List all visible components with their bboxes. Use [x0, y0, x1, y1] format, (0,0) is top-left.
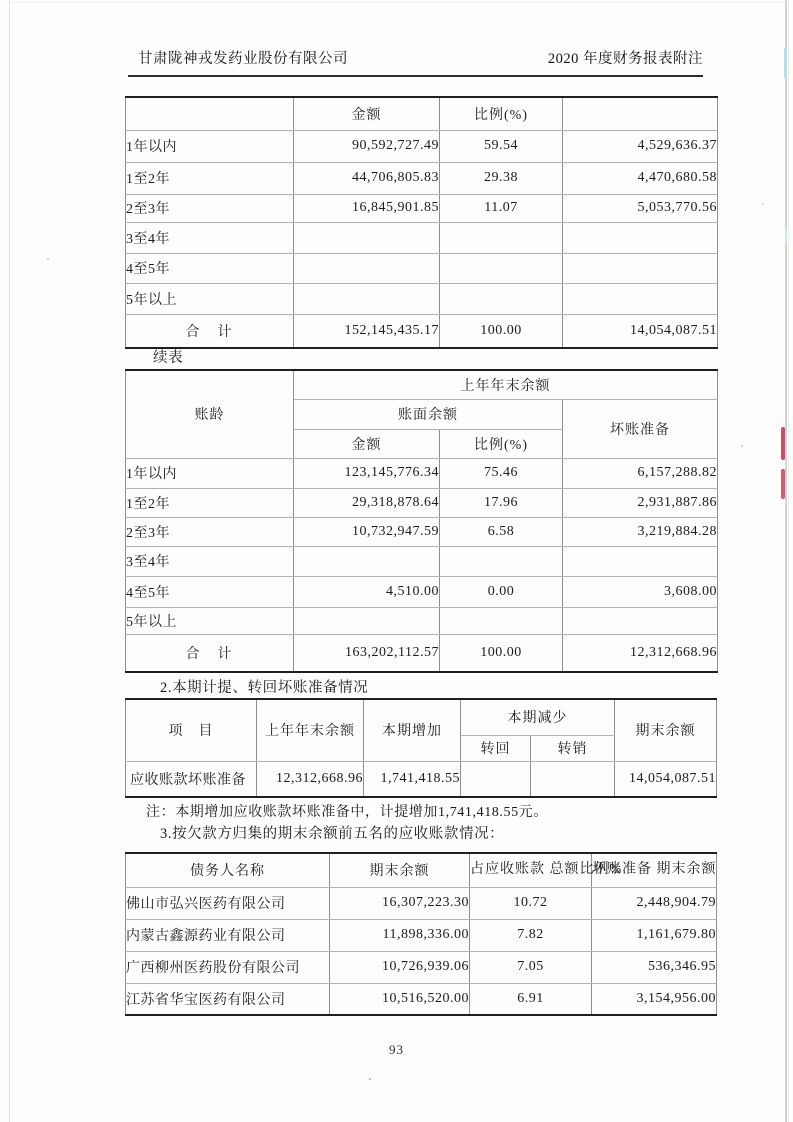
- bad-debt-cell: 4,529,636.37: [563, 130, 718, 162]
- bad-debt-cell: 3,608.00: [563, 576, 718, 607]
- table-header-row: [126, 699, 717, 735]
- header-ratio: 比例(%): [440, 429, 563, 458]
- amount-cell: [294, 283, 440, 314]
- ratio-cell: 7.05: [470, 951, 592, 983]
- header-prior-year-balance: 上年年末余额: [294, 370, 718, 399]
- ratio-cell: [440, 222, 563, 253]
- ratio-cell: 29.38: [440, 162, 563, 194]
- section-3-heading: 3.按欠款方归集的期末余额前五名的应收账款情况：: [160, 826, 505, 842]
- end-balance-cell: 16,307,223.30: [330, 887, 470, 919]
- amount-cell: 16,845,901.85: [294, 194, 440, 222]
- bad-debt-cell: [563, 253, 718, 283]
- scan-edge-left: [9, 0, 10, 1122]
- table-row: [126, 283, 718, 314]
- ratio-cell: 10.72: [470, 887, 592, 919]
- bad-debt-cell: 3,154,956.00: [592, 983, 717, 1015]
- age-label: 4至5年: [126, 253, 294, 283]
- age-label: 4至5年: [126, 576, 294, 607]
- end-balance-cell: 14,054,087.51: [615, 761, 717, 797]
- table-row: [126, 983, 717, 1015]
- amount-cell: 4,510.00: [294, 576, 440, 607]
- age-label: 1至2年: [126, 162, 294, 194]
- header-bad-debt-end-balance: 坏账准备 期末余额: [592, 853, 717, 887]
- table-row: [126, 194, 718, 222]
- header-end-balance: 期末余额: [330, 853, 470, 887]
- age-label: 1至2年: [126, 488, 294, 517]
- age-label: 2至3年: [126, 517, 294, 546]
- debtor-name: 江苏省华宝医药有限公司: [126, 983, 330, 1015]
- debtor-name: 佛山市弘兴医药有限公司: [126, 887, 330, 919]
- bad-debt-cell: 2,931,887.86: [563, 488, 718, 517]
- table-row: [126, 919, 717, 951]
- amount-cell: [294, 253, 440, 283]
- age-label: 1年以内: [126, 458, 294, 488]
- amount-cell: [294, 607, 440, 634]
- amount-cell: [294, 546, 440, 576]
- header-reversal: 转回: [461, 735, 531, 761]
- bad-debt-cell: 2,448,904.79: [592, 887, 717, 919]
- scan-edge-top: [9, 2, 786, 3]
- end-balance-cell: 10,516,520.00: [330, 983, 470, 1015]
- table-row: [126, 488, 718, 517]
- bad-debt-cell: 6,157,288.82: [563, 458, 718, 488]
- total-label: 合 计: [126, 314, 294, 348]
- scan-speck: [47, 258, 49, 260]
- ratio-cell: [440, 546, 563, 576]
- header-ratio: 比例(%): [440, 97, 563, 130]
- table-row: [126, 458, 718, 488]
- writeoff-cell: [531, 761, 615, 797]
- debtor-name: 广西柳州医药股份有限公司: [126, 951, 330, 983]
- provision-note: 注：本期增加应收账款坏账准备中，计提增加1,741,418.55元。: [146, 805, 548, 820]
- table-row: [126, 951, 717, 983]
- cyan-edge-mark: [784, 48, 787, 78]
- table-header-row: [126, 97, 718, 130]
- section-2-heading: 2.本期计提、转回坏账准备情况: [160, 680, 369, 696]
- header-debtor-name: 债务人名称: [126, 853, 330, 887]
- age-label: 5年以上: [126, 607, 294, 634]
- header-increase: 本期增加: [364, 699, 461, 761]
- amount-cell: 10,732,947.59: [294, 517, 440, 546]
- ratio-cell: 6.91: [470, 983, 592, 1015]
- ratio-cell: 17.96: [440, 488, 563, 517]
- reversal-cell: [461, 761, 531, 797]
- page-header: [128, 47, 703, 77]
- ratio-cell: 59.54: [440, 130, 563, 162]
- scan-speck: [369, 1078, 371, 1080]
- table-row: [126, 162, 718, 194]
- bad-debt-cell: [563, 283, 718, 314]
- amount-cell: 29,318,878.64: [294, 488, 440, 517]
- item-label: 应收账款坏账准备: [126, 761, 257, 797]
- header-empty: [563, 97, 718, 130]
- header-prior-balance: 上年年末余额: [257, 699, 364, 761]
- bad-debt-cell: 3,219,884.28: [563, 517, 718, 546]
- header-age: 账龄: [126, 370, 294, 458]
- ratio-cell: [440, 607, 563, 634]
- amount-cell: 152,145,435.17: [294, 314, 440, 348]
- red-edge-mark: [781, 427, 785, 460]
- bad-debt-cell: 1,161,679.80: [592, 919, 717, 951]
- ratio-cell: 0.00: [440, 576, 563, 607]
- bad-debt-cell: 5,053,770.56: [563, 194, 718, 222]
- table-row: [126, 130, 718, 162]
- header-writeoff: 转销: [531, 735, 615, 761]
- amount-cell: 163,202,112.57: [294, 634, 440, 672]
- ratio-cell: 75.46: [440, 458, 563, 488]
- ratio-cell: [440, 283, 563, 314]
- scan-edge-right-faint: [788, 0, 789, 1122]
- debtor-name: 内蒙古鑫源药业有限公司: [126, 919, 330, 951]
- continued-table-label: 续表: [153, 350, 184, 366]
- table-row: [126, 517, 718, 546]
- age-label: 5年以上: [126, 283, 294, 314]
- header-book-balance: 账面余额: [294, 399, 563, 429]
- header-decrease-group: 本期减少: [461, 699, 615, 735]
- amount-cell: 90,592,727.49: [294, 130, 440, 162]
- table-header-row: [126, 853, 717, 887]
- top-five-debtors-table: [125, 852, 717, 1016]
- age-label: 2至3年: [126, 194, 294, 222]
- table-row: [126, 607, 718, 634]
- ratio-cell: 6.58: [440, 517, 563, 546]
- ratio-cell: 11.07: [440, 194, 563, 222]
- aging-table-prior-year: [125, 369, 718, 673]
- aging-table-current-year: [125, 96, 718, 349]
- header-ratio-of-total: 占应收账款 总额比例%: [470, 853, 592, 887]
- total-row: [126, 634, 718, 672]
- table-row: [126, 887, 717, 919]
- scan-speck: [762, 203, 764, 205]
- header-amount: 金额: [294, 97, 440, 130]
- amount-cell: [294, 222, 440, 253]
- cyan-edge-mark: [785, 228, 787, 242]
- age-label: 3至4年: [126, 222, 294, 253]
- header-bad-debt: 坏账准备: [563, 399, 718, 458]
- ratio-cell: 100.00: [440, 314, 563, 348]
- table-row: [126, 576, 718, 607]
- ratio-cell: 100.00: [440, 634, 563, 672]
- bad-debt-cell: [563, 607, 718, 634]
- page-number: 93: [389, 1042, 404, 1057]
- header-empty: [126, 97, 294, 130]
- table-row: [126, 761, 717, 797]
- total-label: 合 计: [126, 634, 294, 672]
- age-label: 3至4年: [126, 546, 294, 576]
- header-amount: 金额: [294, 429, 440, 458]
- table-row: [126, 222, 718, 253]
- prior-balance-cell: 12,312,668.96: [257, 761, 364, 797]
- bad-debt-cell: [563, 222, 718, 253]
- ratio-cell: 7.82: [470, 919, 592, 951]
- bad-debt-cell: 12,312,668.96: [563, 634, 718, 672]
- table-row: [126, 546, 718, 576]
- age-label: 1年以内: [126, 130, 294, 162]
- company-name: 甘肃陇神戎发药业股份有限公司: [138, 51, 348, 67]
- end-balance-cell: 11,898,336.00: [330, 919, 470, 951]
- header-item: 项 目: [126, 699, 257, 761]
- amount-cell: 44,706,805.83: [294, 162, 440, 194]
- provision-movement-table: [125, 698, 717, 798]
- bad-debt-cell: 14,054,087.51: [563, 314, 718, 348]
- bad-debt-cell: 4,470,680.58: [563, 162, 718, 194]
- bad-debt-cell: 536,346.95: [592, 951, 717, 983]
- header-end-balance: 期末余额: [615, 699, 717, 761]
- table-row: [126, 253, 718, 283]
- bad-debt-cell: [563, 546, 718, 576]
- amount-cell: 123,145,776.34: [294, 458, 440, 488]
- total-row: [126, 314, 718, 348]
- ratio-cell: [440, 253, 563, 283]
- scan-speck: [741, 445, 743, 447]
- increase-cell: 1,741,418.55: [364, 761, 461, 797]
- table-header-row: [126, 370, 718, 399]
- document-title: 2020 年度财务报表附注: [547, 51, 703, 67]
- end-balance-cell: 10,726,939.06: [330, 951, 470, 983]
- scan-edge-right: [785, 0, 787, 1122]
- red-edge-mark: [781, 469, 785, 499]
